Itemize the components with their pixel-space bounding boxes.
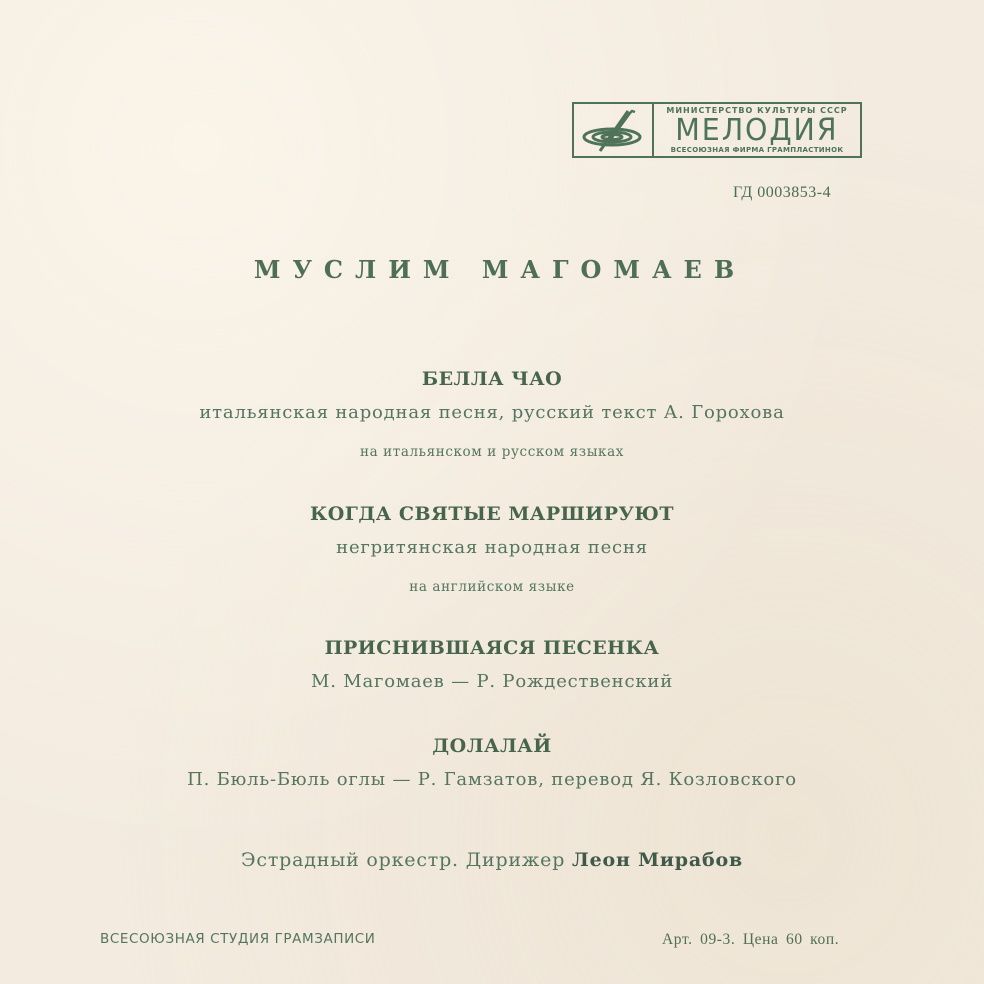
song-title: КОГДА СВЯТЫЕ МАРШИРУЮТ: [309, 503, 675, 525]
song-credit: П. Бюль-Бюль оглы — Р. Гамзатов, перевод Я. Козловского: [187, 769, 797, 790]
artist-name: МУСЛИМ МАГОМАЕВ: [253, 255, 747, 284]
song-title: ДОЛАЛАЙ: [432, 735, 552, 757]
logo-text: [654, 104, 860, 156]
song-credit: итальянская народная песня, русский текст А. Горохова: [199, 402, 785, 423]
catalog-number: ГД 0003853-4: [733, 184, 832, 201]
song-title: БЕЛЛА ЧАО: [421, 368, 563, 390]
melodiya-record-icon: [574, 104, 654, 156]
conductor-name: Леон Мирабов: [572, 849, 743, 871]
ministry-line: МИНИСТЕРСТВО КУЛЬТУРЫ СССР: [666, 105, 848, 115]
song-credit: М. Магомаев — Р. Рождественский: [310, 671, 673, 692]
song-language: на английском языке: [409, 579, 575, 595]
song-title: ПРИСНИВШАЯСЯ ПЕСЕНКА: [324, 637, 660, 659]
firm-line: ВСЕСОЮЗНАЯ ФИРМА ГРАМПЛАСТИНОК: [670, 145, 844, 154]
song-credit: негритянская народная песня: [336, 537, 648, 558]
studio-name: ВСЕСОЮЗНАЯ СТУДИЯ ГРАМЗАПИСИ: [100, 931, 376, 947]
orchestra-credit: [0, 849, 984, 871]
song-language: на итальянском и русском языках: [360, 444, 624, 460]
brand-name: МЕЛОДИЯ: [675, 112, 839, 148]
price-info: Арт. 09-3. Цена 60 коп.: [662, 931, 840, 948]
orchestra-text: Эстрадный оркестр. Дирижер: [241, 849, 572, 871]
melodiya-logo: [572, 102, 862, 158]
